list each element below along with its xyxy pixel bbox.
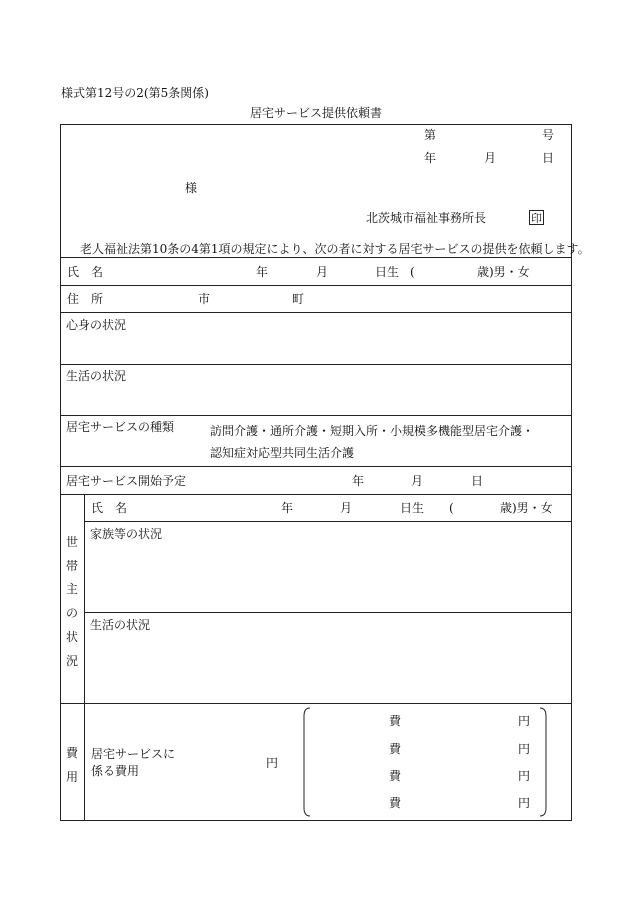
cost-item-unit: 円: [518, 796, 531, 810]
householder-name-label: 氏 名: [91, 501, 128, 515]
rule: [60, 364, 572, 365]
rule: [84, 612, 572, 613]
doc-number-suffix: 号: [542, 128, 555, 142]
householder-side-char: 帯: [65, 559, 78, 573]
start-day: 日: [471, 474, 484, 488]
cost-label-line1: 居宅サービスに: [91, 747, 176, 761]
subject-age-open: (: [410, 265, 415, 279]
life-status-label: 生活の状況: [66, 369, 127, 383]
subject-birth-year: 年: [256, 265, 269, 279]
column-divider: [84, 494, 85, 821]
cost-item-label: 費: [389, 742, 402, 756]
householder-age-gender: 歳)男・女: [500, 501, 553, 515]
householder-side-char: 状: [65, 630, 78, 644]
seal-mark: 印: [531, 212, 542, 225]
address-town: 町: [292, 292, 305, 306]
subject-birth-month: 月: [316, 265, 329, 279]
doc-number-prefix: 第: [424, 128, 437, 142]
cost-item-label: 費: [389, 796, 402, 810]
service-types-line1: 訪問介護・通所介護・短期入所・小規模多機能型居宅介護・: [210, 424, 535, 438]
householder-birth-month: 月: [340, 501, 353, 515]
rule: [60, 285, 572, 286]
rule: [60, 466, 572, 467]
family-status-label: 家族等の状況: [90, 527, 163, 541]
cost-item-unit: 円: [518, 714, 531, 728]
cost-total-yen: 円: [266, 756, 279, 770]
start-month: 月: [411, 474, 424, 488]
mental-status-label: 心身の状況: [66, 318, 127, 332]
addressee-sama: 様: [185, 181, 198, 195]
subject-birth-day: 日生: [375, 265, 400, 279]
rule: [84, 521, 572, 522]
issue-month: 月: [484, 151, 497, 165]
cost-item-unit: 円: [518, 769, 531, 783]
rule: [60, 312, 572, 313]
rule: [60, 257, 572, 258]
issue-day: 日: [542, 151, 555, 165]
householder-side-char: 世: [65, 535, 78, 549]
subject-age-gender: 歳)男・女: [477, 265, 530, 279]
service-types-line2: 認知症対応型共同生活介護: [210, 446, 355, 460]
service-type-label: 居宅サービスの種類: [66, 420, 175, 434]
cost-side-char: 用: [65, 770, 78, 784]
rule: [60, 494, 572, 495]
cost-item-unit: 円: [518, 742, 531, 756]
householder-birth-day: 日生: [400, 501, 425, 515]
subject-name-label: 氏 名: [67, 265, 104, 279]
start-date-label: 居宅サービス開始予定: [66, 474, 187, 488]
address-label: 住 所: [67, 292, 104, 306]
householder-birth-year: 年: [281, 501, 294, 515]
cost-label-line2: 係る費用: [91, 764, 140, 778]
householder-life-label: 生活の状況: [90, 618, 151, 632]
start-year: 年: [352, 474, 365, 488]
issue-year: 年: [424, 151, 437, 165]
cost-side-char: 費: [65, 746, 78, 760]
householder-age-open: (: [449, 501, 454, 515]
householder-side-char: の: [65, 606, 78, 620]
form-number: 様式第12号の2(第5条関係): [61, 86, 209, 100]
cost-item-label: 費: [389, 769, 402, 783]
rule: [60, 703, 572, 704]
householder-side-char: 況: [65, 654, 78, 668]
request-text: 老人福祉法第10条の4第1項の規定により、次の者に対する居宅サービスの提供を依頼します。: [80, 242, 590, 256]
document-title: 居宅サービス提供依頼書: [250, 106, 383, 120]
householder-side-char: 主: [65, 582, 78, 596]
office-name: 北茨城市福祉事務所長: [366, 211, 487, 225]
rule: [60, 415, 572, 416]
cost-item-label: 費: [389, 714, 402, 728]
address-city: 市: [198, 292, 211, 306]
cost-bracket: [300, 706, 552, 818]
